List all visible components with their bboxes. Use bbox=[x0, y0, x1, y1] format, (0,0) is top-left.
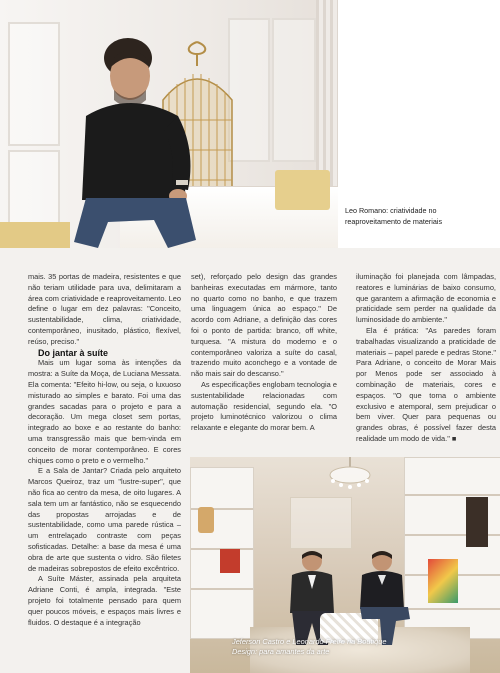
article-paragraph: iluminação foi planejada com lâmpadas, reatores e luminárias de baixo consumo, que garantem a afirmação de economia e praticidade sem perder na qualidade da luminosidade do ambiente." bbox=[356, 272, 496, 325]
end-mark: ■ bbox=[451, 433, 457, 443]
yellow-chair bbox=[275, 170, 330, 210]
decor-vase bbox=[198, 507, 214, 533]
article-paragraph: mais. 35 portas de madeira, resistentes e que não teriam utilidade para uva, delimitaram a área com criatividade e reaproveitamento. Leo define o lugar em dez palavras: "Conceito, sustentabilidade, clima, criatividade, contemporâneo, inusitado, plástico, flexível, reúso, preciso." bbox=[28, 272, 181, 346]
bookshelf-right bbox=[404, 457, 500, 639]
man-portrait bbox=[68, 30, 203, 248]
article-column-2 bbox=[191, 272, 337, 434]
man-seated bbox=[352, 549, 412, 645]
hero-photo bbox=[0, 0, 338, 248]
chandelier-illustration bbox=[325, 457, 375, 491]
article-paragraph: E a Sala de Jantar? Criada pelo arquiteto Marcos Queiroz, traz um "lustre-super", que não fica ao centro da mesa, de oito lugares. A sala tem um ar fantástico, não se esquecendo das propostas arrojadas e de sustentabilidade, como uma parede rústica – um entrelaçado contraste com peças sofisticadas. Detalhe: a base da mesa é uma obra de arte que sustenta o vidro. São filetes de madeiras sobrepostos de efeito excêntrico. bbox=[28, 466, 181, 573]
wall-panel bbox=[8, 150, 60, 224]
decor-sculpture bbox=[466, 497, 488, 547]
photo-caption: Jeferson Castro e Leonardo Freire na Boutique Design: para amantes da arte bbox=[232, 637, 387, 656]
article-paragraph bbox=[356, 326, 496, 445]
wall-panel bbox=[8, 22, 60, 146]
article-paragraph: set), reforçado pelo design das grandes banheiras executadas em mármore, tanto no quarto como no banho, e que trazem uma linguagem única ao espaço." De acordo com Adriane, a definição das cores foi o ponto de partida: branco, off white, turquesa. "A mistura do moderno e o contemporâneo valoriza a suíte do casal, trazendo muito aconchego e a vontade de não mais sair do descanso." bbox=[191, 272, 337, 379]
wall-mirror bbox=[290, 497, 352, 549]
article-paragraph: A Suíte Máster, assinada pela arquiteta Adriane Conti, é ampla, integrada. "Este projeto foi totalmente pensado para quem quer poucos móveis, e espaços mais livres e fluidos. O destaque é a integração bbox=[28, 574, 181, 627]
article-paragraph: Mais um lugar soma às intenções da mostra: a Suíte da Moça, de Luciana Messata. Ela comenta: "Efeito hi-low, ou seja, o luxuoso misturado ao simples e barato. Foi uma das grandes sacadas para o projeto e para a decoração. Um mega closet sem portas, integrado ao boxe e ao restante do banho: uma transgressão mais que bem-vinda em conceito de morar contemporâneo. E cores chiques como o preto e o vermelho." bbox=[28, 358, 181, 465]
wall-panel bbox=[272, 18, 316, 162]
section-heading: Do jantar à suíte bbox=[38, 347, 109, 358]
article-paragraph-text: Ela é prática: "As paredes foram trabalhadas visualizando a praticidade de materiais – papel parede e pedras Stone." Para Adriane, o conceito de Morar Mais por Menos pode ser associado à combinação de materiais, cores e espaços. "O que torna o ambiente exclusivo e atemporal, sem prejudicar o bem viver. Quer para pequenas ou grandes obras, é possível fazer desta realidade um modo de vida." bbox=[356, 325, 496, 443]
yellow-chair bbox=[0, 222, 70, 248]
artwork-canvas bbox=[428, 559, 458, 603]
article-paragraph: As especificações englobam tecnologia e sustentabilidade relacionadas com automação residencial, segundo ela. "O projeto luminotécnico valorizou o clima relaxante e elegante do morar bem. A bbox=[191, 379, 337, 433]
article-column-3 bbox=[356, 272, 496, 445]
article-column-1 bbox=[28, 272, 181, 628]
decor-object bbox=[220, 549, 240, 573]
photo-caption: Leo Romano: criatividade no reaproveitamento de materiais bbox=[345, 206, 443, 226]
